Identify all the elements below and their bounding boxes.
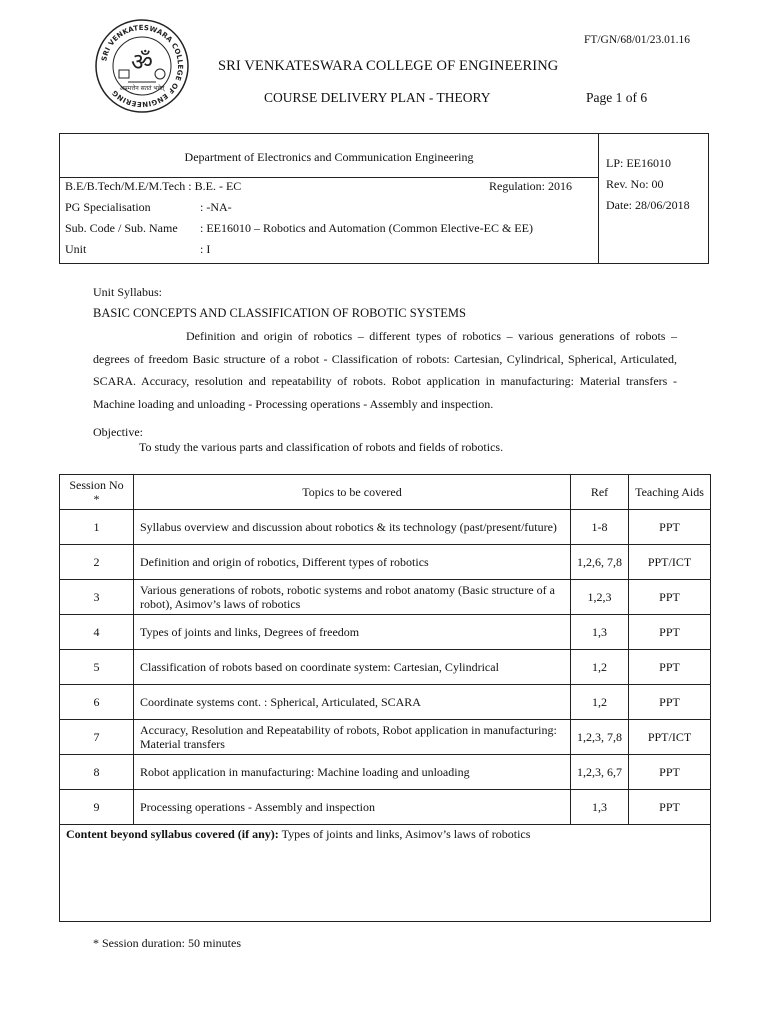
objective-text: To study the various parts and classification of robots and fields of robotics. — [139, 440, 504, 454]
session-topic: Definition and origin of robotics, Different types of robotics — [134, 545, 571, 580]
content-beyond-syllabus — [60, 825, 711, 922]
session-no: 5 — [60, 650, 134, 685]
session-topic: Syllabus overview and discussion about robotics & its technology (past/present/future) — [134, 510, 571, 545]
unit-label: Unit — [65, 242, 87, 256]
department-name: Department of Electronics and Communication Engineering — [184, 150, 474, 164]
college-name: SRI VENKATESWARA COLLEGE OF ENGINEERING — [218, 58, 559, 74]
degree-label: B.E/B.Tech/M.E/M.Tech : B.E. - EC — [65, 179, 242, 193]
session-ref: 1,2,3, 7,8 — [571, 720, 629, 755]
session-topic: Classification of robots based on coordinate system: Cartesian, Cylindrical — [134, 650, 571, 685]
svg-text:अप्रमत्तेन सततं भवेत्: अप्रमत्तेन सततं भवेत् — [119, 85, 165, 92]
header-teaching-aids: Teaching Aids — [629, 475, 711, 510]
session-ref: 1,2 — [571, 650, 629, 685]
revision-number: Rev. No: 00 — [606, 177, 664, 191]
session-table — [59, 474, 711, 922]
syllabus-body: Definition and origin of robotics – different types of robotics – various generations of robots – degrees of freedom Basic structure of a robot - Classification of robots: Cartesian, Cylindrical, Spherical, Articulated, SCARA. Accuracy, resolution and repeatability of robots. Robot application in manufacturing: Material transfers - Machine loading and unloading - Processing operations - Assembly and inspection. — [93, 329, 677, 411]
objective-label: Objective: — [93, 425, 143, 439]
session-topic: Various generations of robots, robotic systems and robot anatomy (Basic structure of a robot), Asimov’s laws of robotics — [134, 580, 571, 615]
session-duration-note: * Session duration: 50 minutes — [93, 936, 241, 950]
subject-value: : EE16010 – Robotics and Automation (Common Elective-EC & EE) — [200, 221, 533, 235]
session-ref: 1,2 — [571, 685, 629, 720]
session-aids: PPT — [629, 615, 711, 650]
session-aids: PPT — [629, 755, 711, 790]
header-ref: Ref — [571, 475, 629, 510]
plan-title: COURSE DELIVERY PLAN - THEORY — [264, 90, 491, 105]
table-row — [60, 545, 711, 580]
header-session-no: Session No * — [60, 475, 134, 510]
session-no: 3 — [60, 580, 134, 615]
session-aids: PPT — [629, 650, 711, 685]
pg-specialisation-label: PG Specialisation — [65, 200, 151, 214]
table-row — [60, 510, 711, 545]
plan-date: Date: 28/06/2018 — [606, 198, 690, 212]
svg-text:ॐ: ॐ — [131, 48, 153, 76]
session-ref: 1,3 — [571, 615, 629, 650]
session-ref: 1,2,6, 7,8 — [571, 545, 629, 580]
session-ref: 1,2,3 — [571, 580, 629, 615]
content-beyond-text: Types of joints and links, Asimov’s laws of robotics — [281, 827, 531, 841]
session-topic: Accuracy, Resolution and Repeatability of robots, Robot application in manufacturing: Material transfers — [134, 720, 571, 755]
session-aids: PPT — [629, 685, 711, 720]
unit-syllabus-label: Unit Syllabus: — [93, 285, 163, 299]
session-topic: Coordinate systems cont. : Spherical, Articulated, SCARA — [134, 685, 571, 720]
pg-specialisation-value: : -NA- — [200, 200, 232, 214]
session-aids: PPT/ICT — [629, 720, 711, 755]
session-ref: 1,3 — [571, 790, 629, 825]
session-no: 6 — [60, 685, 134, 720]
table-row — [60, 650, 711, 685]
header-topics: Topics to be covered — [134, 475, 571, 510]
session-aids: PPT — [629, 790, 711, 825]
unit-title: BASIC CONCEPTS AND CLASSIFICATION OF ROBOTIC SYSTEMS — [93, 306, 466, 320]
info-divider-horizontal — [59, 177, 599, 178]
svg-text:SRI VENKATESWARA COLLEGE OF EN: SRI VENKATESWARA COLLEGE OF ENGINEERING — [100, 23, 185, 109]
lp-code: LP: EE16010 — [606, 156, 671, 170]
table-row — [60, 685, 711, 720]
document-code: FT/GN/68/01/23.01.16 — [583, 34, 690, 46]
college-seal-icon — [94, 18, 190, 114]
session-ref: 1-8 — [571, 510, 629, 545]
content-beyond-row — [60, 825, 711, 922]
table-row — [60, 720, 711, 755]
session-topic: Types of joints and links, Degrees of freedom — [134, 615, 571, 650]
session-no: 2 — [60, 545, 134, 580]
session-no: 9 — [60, 790, 134, 825]
table-row — [60, 755, 711, 790]
session-aids: PPT — [629, 580, 711, 615]
subject-label: Sub. Code / Sub. Name — [65, 221, 178, 235]
table-row — [60, 580, 711, 615]
session-no: 8 — [60, 755, 134, 790]
page-number: Page 1 of 6 — [586, 90, 648, 105]
table-row — [60, 790, 711, 825]
regulation: Regulation: 2016 — [489, 179, 572, 193]
table-header-row — [60, 475, 711, 510]
content-beyond-label: Content beyond syllabus covered (if any): — [66, 827, 279, 841]
session-aids: PPT/ICT — [629, 545, 711, 580]
session-topic: Processing operations - Assembly and inspection — [134, 790, 571, 825]
session-ref: 1,2,3, 6,7 — [571, 755, 629, 790]
session-topic: Robot application in manufacturing: Machine loading and unloading — [134, 755, 571, 790]
session-no: 4 — [60, 615, 134, 650]
session-no: 7 — [60, 720, 134, 755]
unit-value: : I — [200, 242, 211, 256]
table-row — [60, 615, 711, 650]
session-aids: PPT — [629, 510, 711, 545]
session-no: 1 — [60, 510, 134, 545]
